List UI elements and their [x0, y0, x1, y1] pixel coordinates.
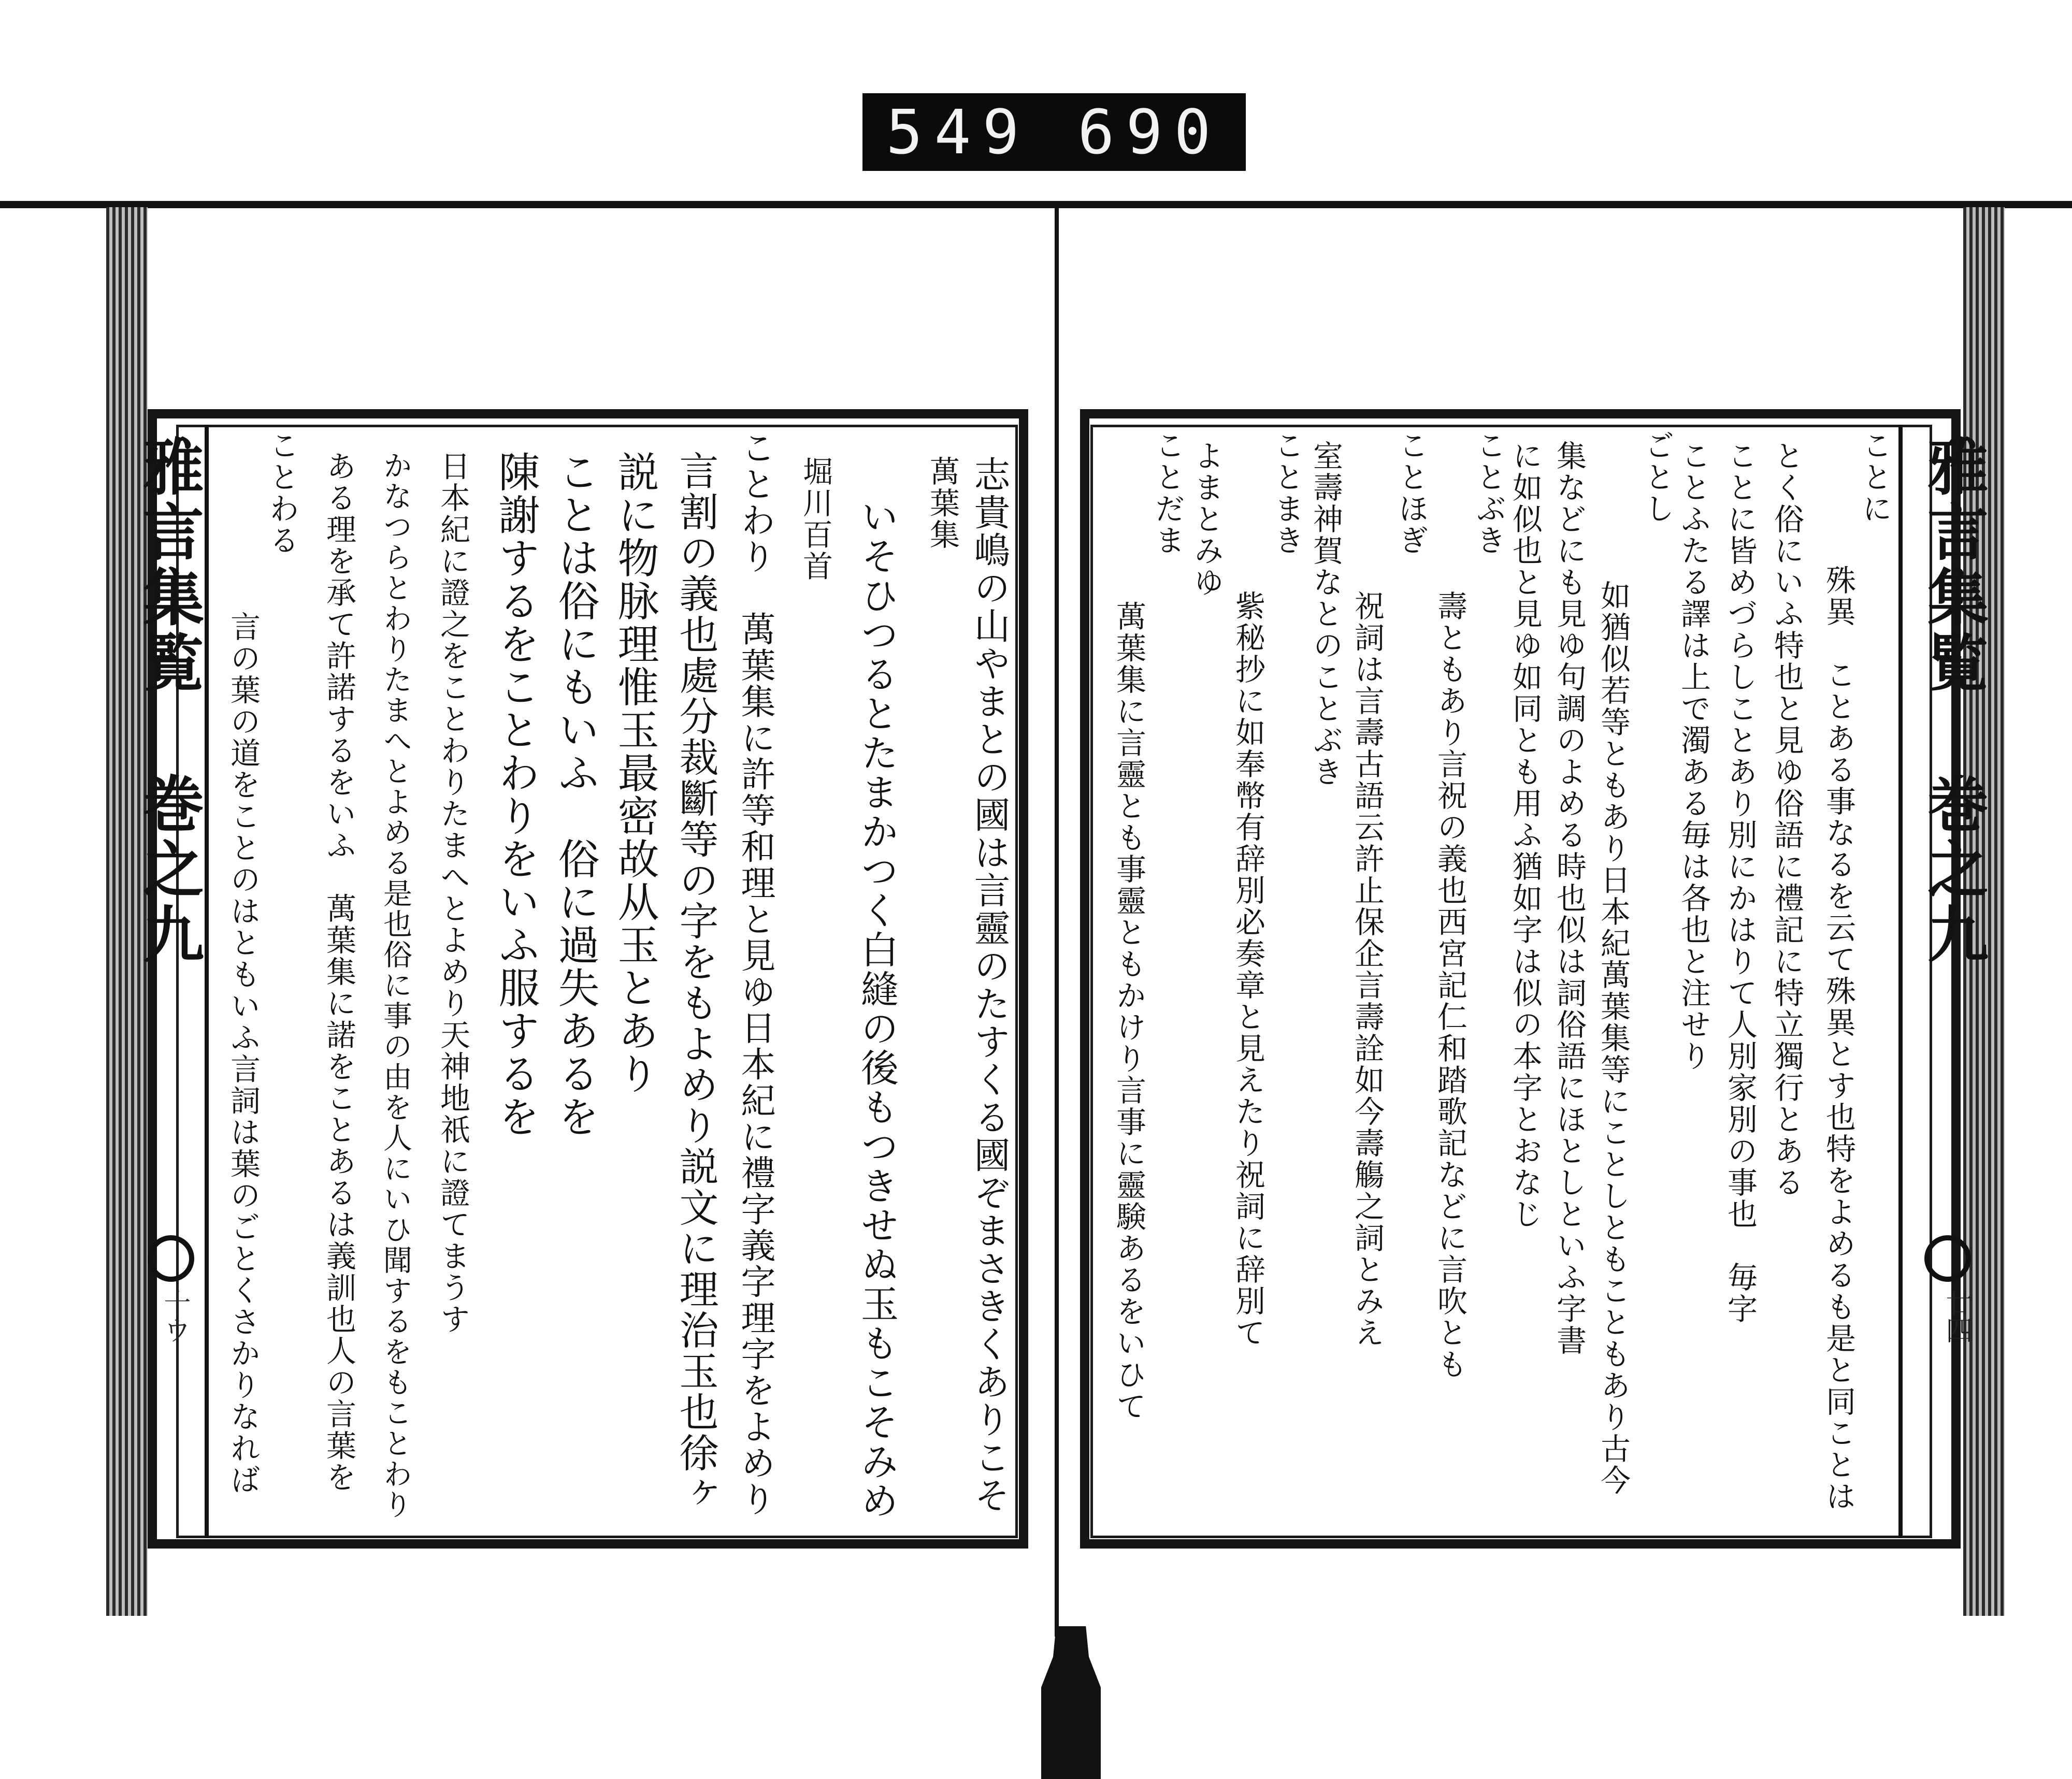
left-col-10: 日本紀に證之をことわりたまへとよめり天神地祇に證てまうす [435, 451, 470, 1335]
right-col-6: ごとし [1639, 430, 1675, 525]
right-col-3: とく俗にいふ特也と見ゆ俗語に禮記に特立獨行とある [1769, 440, 1804, 1198]
right-col-12: ことほぎ [1393, 430, 1429, 556]
right-col-4: ことに皆めづらしことあり別にかはりて人別家別の事也 毎字 [1722, 440, 1758, 1325]
left-col-14: 言の葉の道をことのはともいふ言詞は葉のごとくさかりなれば [225, 611, 261, 1496]
right-col-18: ことだま [1150, 430, 1185, 556]
right-col-1: ことに [1857, 430, 1892, 525]
left-fishtail-mark [148, 1235, 194, 1282]
spine-base [1041, 1626, 1101, 1779]
frame-number-right: 690 [1077, 96, 1222, 168]
left-col-12: ある理を承て許諾するをいふ 萬葉集に諾をことあるは義訓也人の言葉を [321, 451, 356, 1493]
right-col-11: 壽ともあり言祝の義也西宮記仁和踏歌記などに言吹とも [1432, 590, 1467, 1380]
right-col-2: 殊異 ことある事なるを云て殊異とす也特をよめるも是と同ことは [1821, 565, 1856, 1512]
left-col-7: 説に物脉理惟玉最密故从玉とあり [611, 451, 659, 1095]
left-col-13: ことわる [264, 430, 299, 556]
frame-number-left: 549 [886, 96, 1031, 168]
right-col-13: 祝詞は言壽古語云許止保企言壽詮如今壽觴之詞とみえ [1349, 590, 1385, 1349]
top-rule [0, 201, 2072, 208]
left-folio: 十ウ [159, 1290, 190, 1343]
right-col-14: 室壽神賀なとのことぶき [1308, 440, 1343, 788]
right-fishtail-mark [1924, 1235, 1971, 1282]
right-col-15: ことまき [1269, 430, 1304, 556]
right-col-17: よまとみゆ [1189, 440, 1224, 598]
right-col-5: ことふたる譯は上で濁ある毎は各也と注せり [1676, 440, 1711, 1072]
gutter-line [1055, 202, 1059, 1637]
right-running-title: 雅言集覧 巻之九 [1917, 435, 1989, 968]
left-col-2: 萬葉集 [925, 456, 960, 551]
left-running-title: 雅言集覧 巻之九 [133, 435, 205, 968]
left-col-3: いそひつるとたまかつく白縫の後もつきせぬ玉もこそみめ [854, 497, 898, 1521]
right-col-19: 萬葉集に言靈とも事靈ともかけり言事に靈験あるをいひて [1111, 601, 1146, 1422]
right-col-7: 如猶似若等ともあり日本紀萬葉集等にことしともこともあり古今 [1595, 580, 1631, 1496]
left-col-8: ことは俗にもいふ 俗に過失あるを [551, 451, 599, 1138]
right-col-16: 紫秘抄に如奉幣有辞別必奏章と見えたり祝詞に辞別て [1230, 590, 1265, 1349]
left-col-11: かなつらとわりたまへとよめる是也俗に事の由を人にいひ聞するをもことわり [379, 451, 412, 1520]
right-hashira-rule [1898, 425, 1903, 1538]
frame-number-label [862, 93, 1246, 171]
right-col-10: ことぶき [1471, 430, 1506, 556]
right-col-9: に如似也と見ゆ如同とも用ふ猶如字は似の本字とおなじ [1507, 440, 1543, 1230]
left-col-6: 言割の義也處分裁斷等の字をもよめり説文に理治玉也徐ヶ [673, 451, 719, 1514]
right-col-8: 集などにも見ゆ句調のよめる時也似は詞俗語にほとしといふ字書 [1551, 440, 1587, 1356]
left-col-5: ことわり 萬葉集に許等和理と見ゆ日本紀に禮字義字理字をよめり [736, 430, 776, 1517]
left-col-1: 志貴嶋の山やまとの國は言靈のたすくる國ぞまさきくありこそ [968, 456, 1011, 1514]
right-folio: 廿四 [1941, 1290, 1972, 1343]
left-col-4: 堀川百首 [798, 456, 833, 582]
left-col-9: 陳謝するをことわりをいふ服するを [492, 451, 540, 1138]
